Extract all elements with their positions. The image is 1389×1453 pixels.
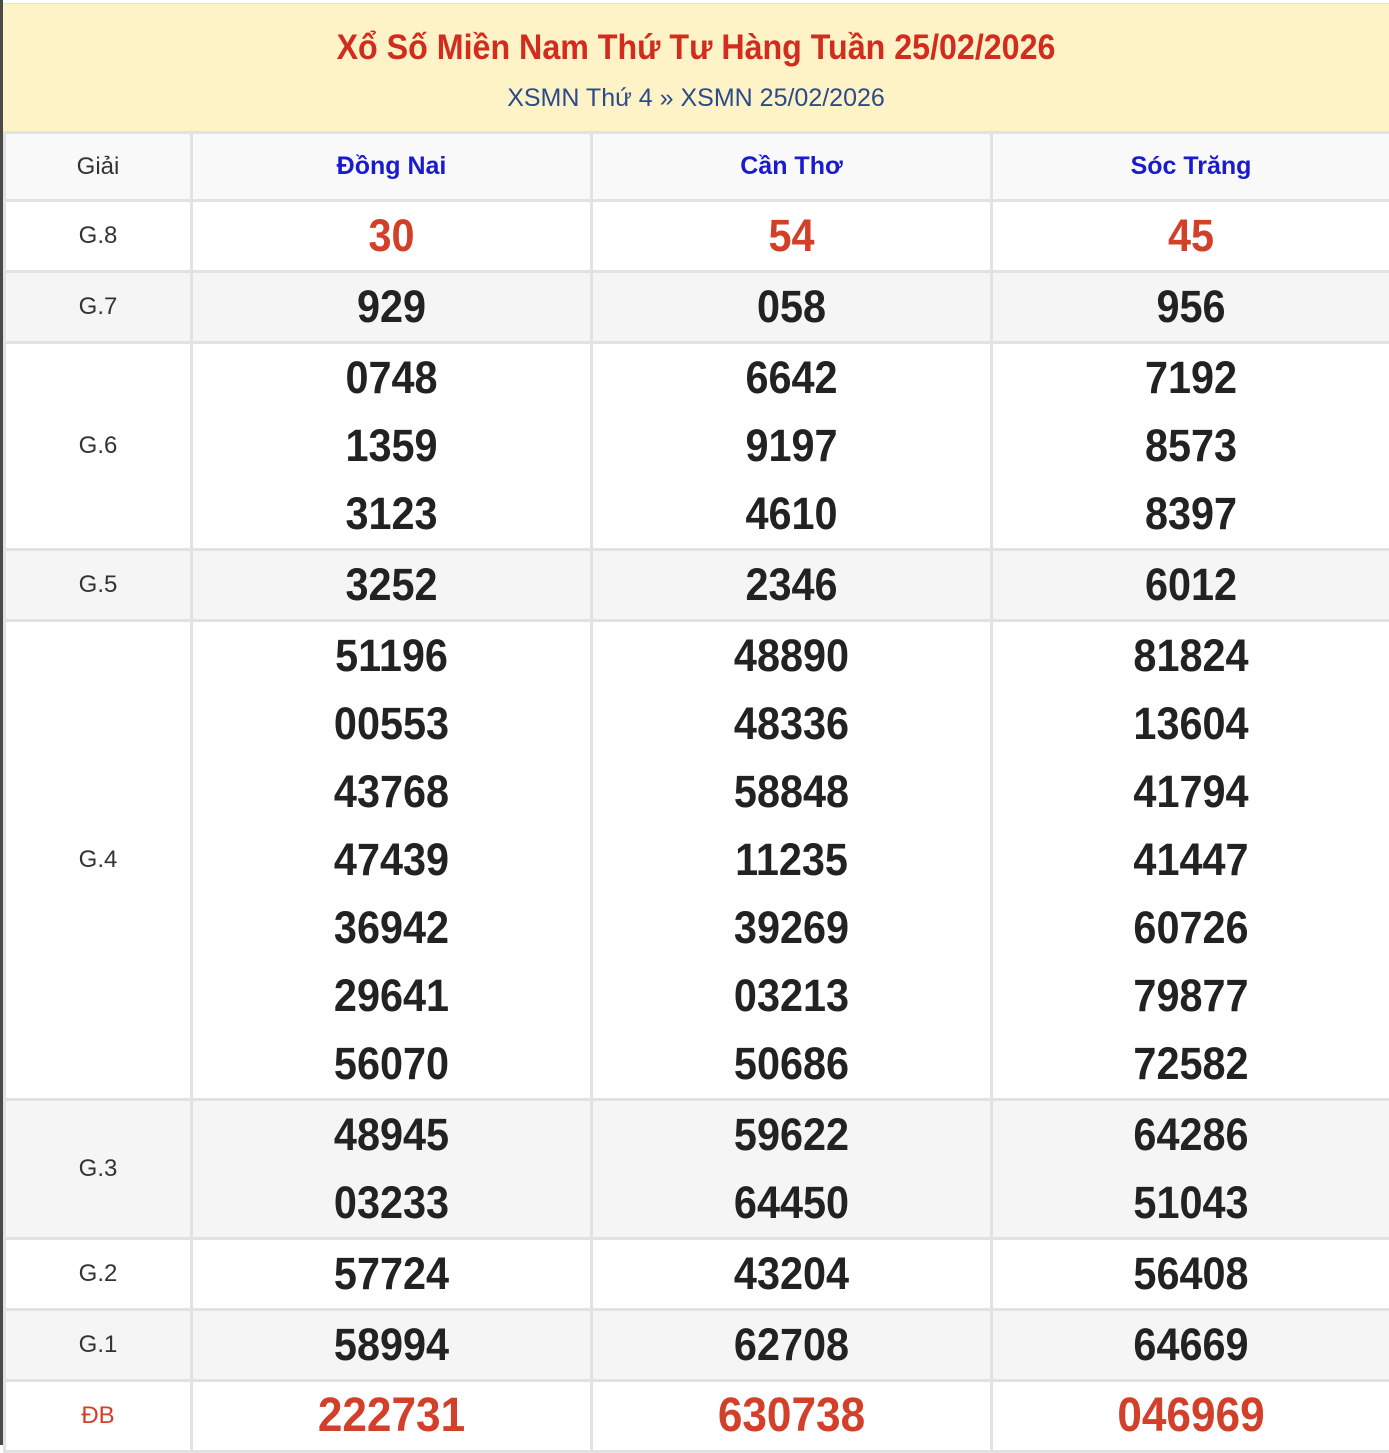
- prize-label-cell: [5, 343, 192, 550]
- result-cell: [192, 1100, 592, 1239]
- result-number: 2346: [609, 551, 974, 619]
- result-number: 046969: [1009, 1382, 1373, 1450]
- result-cell: [992, 343, 1389, 550]
- giai-column-header: Giải: [5, 133, 192, 201]
- breadcrumb-separator: »: [660, 84, 674, 112]
- result-number: 50686: [609, 1030, 974, 1098]
- breadcrumb-link-xsmn-date[interactable]: XSMN 25/02/2026: [681, 84, 885, 112]
- result-cell: [192, 201, 592, 272]
- result-number: 64669: [1009, 1311, 1373, 1379]
- prize-label: G.7: [79, 293, 118, 320]
- result-cell: [592, 1310, 992, 1381]
- result-cell: [992, 201, 1389, 272]
- result-cell: [592, 1100, 992, 1239]
- result-cell: [592, 201, 992, 272]
- result-cell: [592, 550, 992, 621]
- result-number: 058: [609, 273, 974, 341]
- prize-row-đb: [5, 1381, 1389, 1452]
- result-number: 7192: [1009, 344, 1373, 412]
- lottery-results-table: [3, 131, 1389, 1453]
- prize-label-cell: [5, 1310, 192, 1381]
- result-cell: [592, 1381, 992, 1452]
- result-cell: [192, 550, 592, 621]
- result-number: 62708: [609, 1311, 974, 1379]
- result-cell: [192, 343, 592, 550]
- province-header-soc-trang[interactable]: Sóc Trăng: [992, 133, 1389, 201]
- result-cell: [992, 1310, 1389, 1381]
- breadcrumb: [3, 84, 1389, 113]
- result-number: 48336: [609, 690, 974, 758]
- prize-label: G.3: [79, 1155, 118, 1182]
- result-number: 51043: [1009, 1169, 1373, 1237]
- result-number: 956: [1009, 273, 1373, 341]
- result-cell: [592, 1239, 992, 1310]
- result-number: 929: [209, 273, 574, 341]
- prize-label: G.8: [79, 222, 118, 249]
- prize-label: G.2: [79, 1260, 118, 1287]
- prize-label-cell: [5, 272, 192, 343]
- result-number: 03233: [209, 1169, 574, 1237]
- result-cell: [592, 343, 992, 550]
- result-cell: [992, 1239, 1389, 1310]
- result-cell: [992, 272, 1389, 343]
- result-number: 9197: [609, 412, 974, 480]
- result-cell: [192, 1310, 592, 1381]
- result-number: 8397: [1009, 480, 1373, 548]
- prize-row-g2: [5, 1239, 1389, 1310]
- result-number: 3252: [209, 551, 574, 619]
- result-number: 8573: [1009, 412, 1373, 480]
- result-number: 57724: [209, 1240, 574, 1308]
- prize-row-g6: [5, 343, 1389, 550]
- prize-row-g1: [5, 1310, 1389, 1381]
- result-number: 4610: [609, 480, 974, 548]
- result-number: 13604: [1009, 690, 1373, 758]
- result-cell: [992, 550, 1389, 621]
- result-number: 00553: [209, 690, 574, 758]
- prize-label: ĐB: [81, 1402, 114, 1429]
- result-number: 58994: [209, 1311, 574, 1379]
- result-number: 48945: [209, 1101, 574, 1169]
- province-header-can-tho[interactable]: Cần Thơ: [592, 133, 992, 201]
- prize-label: G.5: [79, 571, 118, 598]
- result-number: 81824: [1009, 622, 1373, 690]
- result-number: 6642: [609, 344, 974, 412]
- result-number: 03213: [609, 962, 974, 1030]
- prize-row-g4: [5, 621, 1389, 1100]
- prize-label: G.6: [79, 432, 118, 459]
- results-header: [3, 3, 1389, 131]
- result-number: 56070: [209, 1030, 574, 1098]
- prize-label-cell: [5, 621, 192, 1100]
- result-number: 79877: [1009, 962, 1373, 1030]
- result-cell: [592, 621, 992, 1100]
- prize-row-g8: [5, 201, 1389, 272]
- result-number: 47439: [209, 826, 574, 894]
- result-cell: [992, 1381, 1389, 1452]
- result-number: 29641: [209, 962, 574, 1030]
- result-number: 58848: [609, 758, 974, 826]
- table-header-row: [5, 133, 1389, 201]
- prize-row-g7: [5, 272, 1389, 343]
- result-number: 51196: [209, 622, 574, 690]
- result-number: 36942: [209, 894, 574, 962]
- prize-label-cell: [5, 1239, 192, 1310]
- result-number: 59622: [609, 1101, 974, 1169]
- prize-label: G.4: [79, 846, 118, 873]
- result-number: 43768: [209, 758, 574, 826]
- result-number: 0748: [209, 344, 574, 412]
- prize-label-cell: [5, 1100, 192, 1239]
- result-number: 30: [209, 202, 574, 270]
- result-cell: [192, 1381, 592, 1452]
- result-number: 1359: [209, 412, 574, 480]
- breadcrumb-link-xsmn-thu-4[interactable]: XSMN Thứ 4: [507, 84, 652, 112]
- result-number: 43204: [609, 1240, 974, 1308]
- result-cell: [592, 272, 992, 343]
- result-number: 41447: [1009, 826, 1373, 894]
- result-number: 60726: [1009, 894, 1373, 962]
- result-number: 222731: [209, 1382, 574, 1450]
- result-number: 630738: [609, 1382, 974, 1450]
- result-number: 6012: [1009, 551, 1373, 619]
- result-number: 72582: [1009, 1030, 1373, 1098]
- prize-row-g5: [5, 550, 1389, 621]
- prize-label: G.1: [79, 1331, 118, 1358]
- result-cell: [192, 621, 592, 1100]
- result-number: 64450: [609, 1169, 974, 1237]
- result-cell: [192, 1239, 592, 1310]
- result-cell: [992, 1100, 1389, 1239]
- prize-label-cell: [5, 201, 192, 272]
- result-number: 45: [1009, 202, 1373, 270]
- result-number: 41794: [1009, 758, 1373, 826]
- result-number: 39269: [609, 894, 974, 962]
- result-number: 11235: [609, 826, 974, 894]
- result-cell: [992, 621, 1389, 1100]
- result-number: 64286: [1009, 1101, 1373, 1169]
- result-number: 54: [609, 202, 974, 270]
- result-number: 3123: [209, 480, 574, 548]
- province-header-dong-nai[interactable]: Đồng Nai: [192, 133, 592, 201]
- result-number: 48890: [609, 622, 974, 690]
- result-cell: [192, 272, 592, 343]
- prize-label-cell: [5, 1381, 192, 1452]
- prize-row-g3: [5, 1100, 1389, 1239]
- result-number: 56408: [1009, 1240, 1373, 1308]
- prize-label-cell: [5, 550, 192, 621]
- page-title: Xổ Số Miền Nam Thứ Tư Hàng Tuần 25/02/2026: [58, 28, 1333, 68]
